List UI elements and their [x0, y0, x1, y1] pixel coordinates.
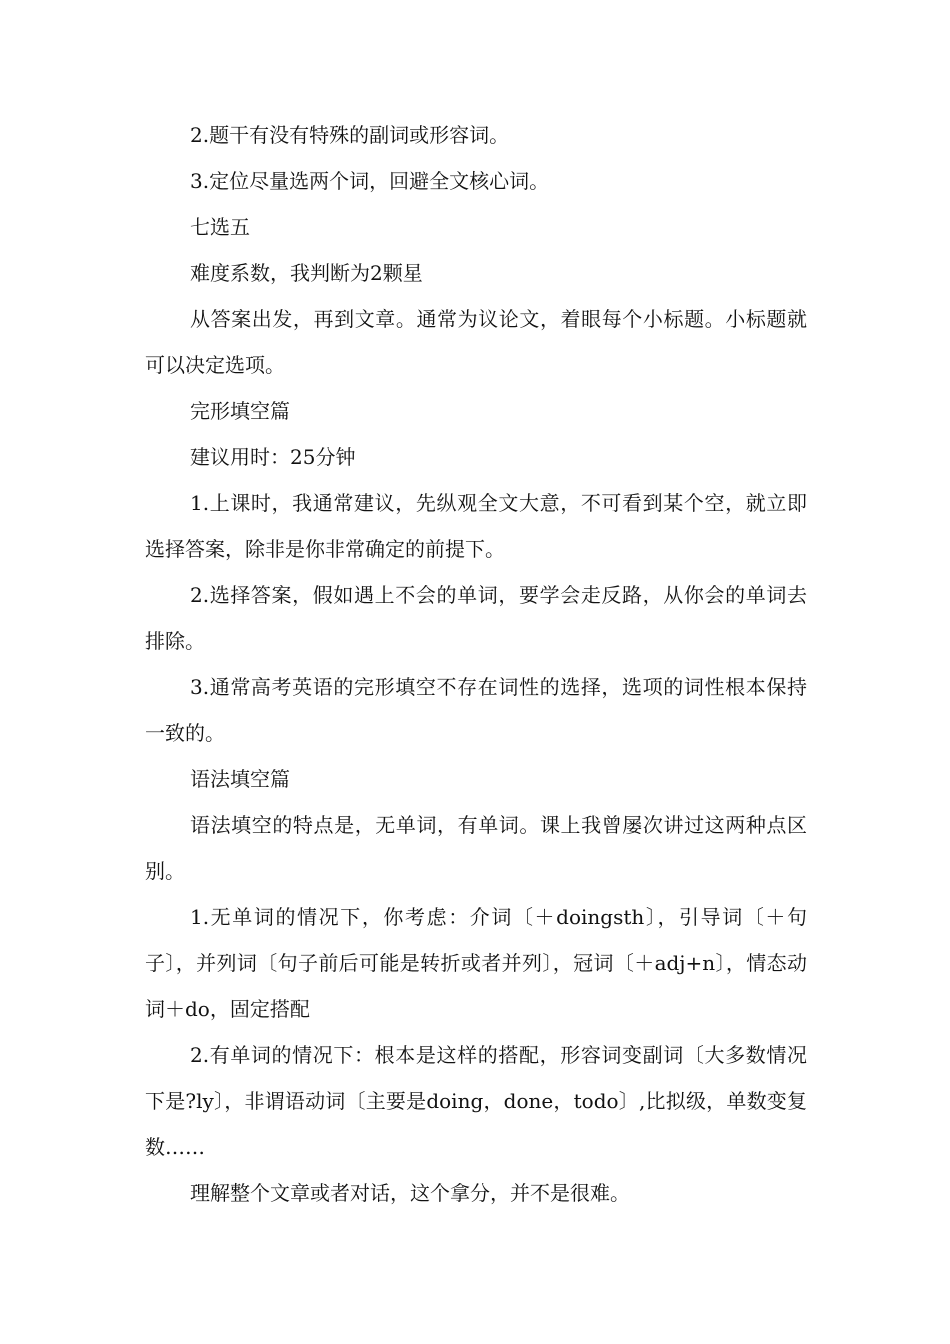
- paragraph: 理解整个文章或者对话，这个拿分，并不是很难。: [190, 1181, 630, 1205]
- section-heading: 七选五: [190, 215, 250, 239]
- section-heading: 完形填空篇: [190, 399, 290, 423]
- paragraph: 2.有单词的情况下：根本是这样的搭配，形容词变副词〔大多数情况下是?ly〕，非谓语动词〔主要是doing，done，todo〕,比拟级，单数变复数……: [145, 1043, 807, 1159]
- document-body: [145, 112, 807, 1216]
- paragraph: 2.选择答案，假如遇上不会的单词，要学会走反路，从你会的单词去排除。: [145, 583, 807, 653]
- paragraph: 3.定位尽量选两个词，回避全文核心词。: [190, 169, 550, 193]
- paragraph: 1.上课时，我通常建议，先纵观全文大意，不可看到某个空，就立即选择答案，除非是你非常确定的前提下。: [145, 491, 807, 561]
- paragraph: 2.题干有没有特殊的副词或形容词。: [190, 123, 510, 147]
- paragraph: 3.通常高考英语的完形填空不存在词性的选择，选项的词性根本保持一致的。: [145, 675, 807, 745]
- paragraph: 难度系数，我判断为2颗星: [190, 261, 423, 285]
- paragraph: 1.无单词的情况下，你考虑：介词〔＋doingsth〕，引导词〔＋句子〕，并列词〔句子前后可能是转折或者并列〕，冠词〔＋adj+n〕，情态动词＋do，固定搭配: [145, 905, 807, 1021]
- section-heading: 语法填空篇: [190, 767, 290, 791]
- paragraph: 语法填空的特点是，无单词，有单词。课上我曾屡次讲过这两种点区别。: [145, 813, 807, 883]
- paragraph: 建议用时：25分钟: [190, 445, 356, 469]
- paragraph: 从答案出发，再到文章。通常为议论文，着眼每个小标题。小标题就可以决定选项。: [145, 307, 807, 377]
